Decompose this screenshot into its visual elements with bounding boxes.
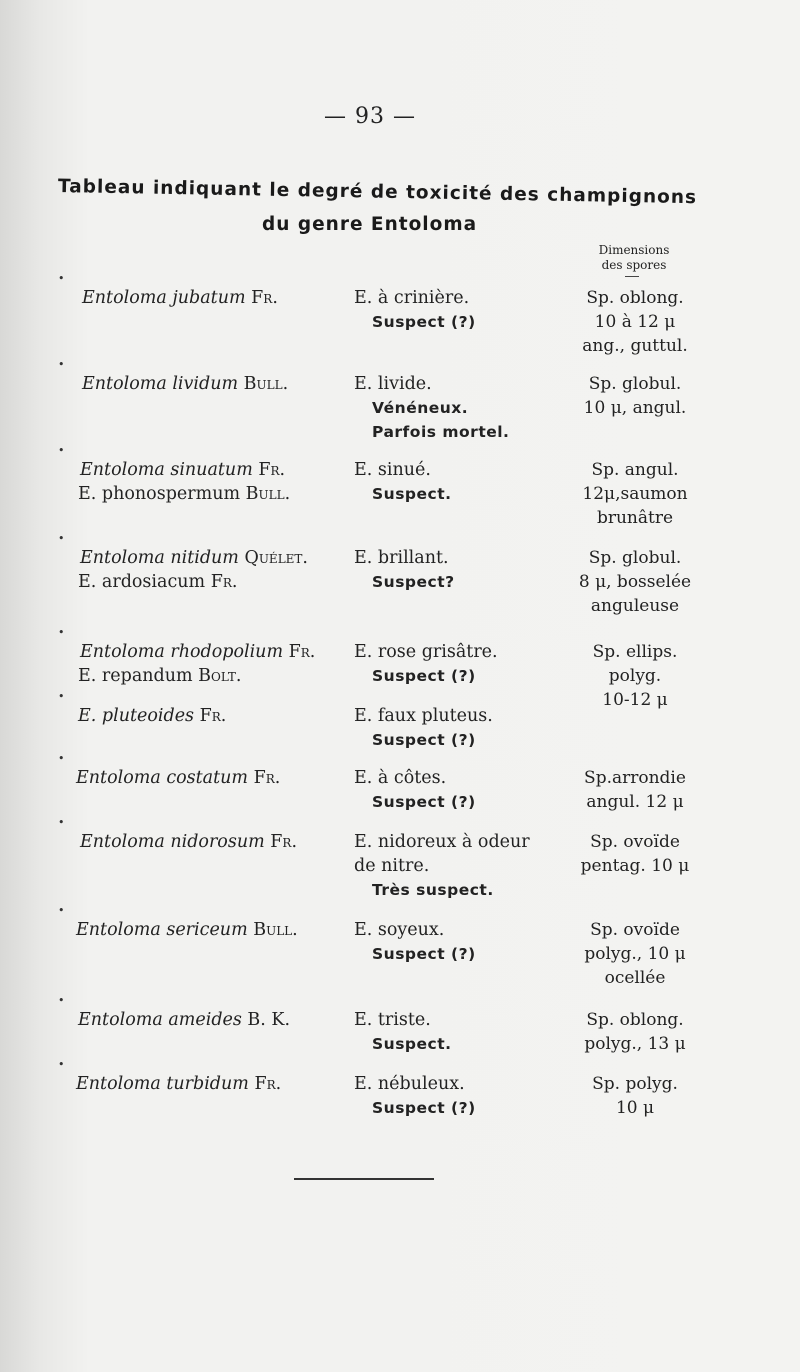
vernacular-name: E. faux pluteus. [354,706,493,726]
toxicity-rating: Très suspect. [372,881,494,899]
spore-description: Sp. oblong. [586,288,684,308]
species-author: Bolt. [192,666,242,686]
header-rule [625,276,639,277]
spore-description: Sp. polyg. [592,1074,678,1094]
species-binomial: Entoloma nitidum [80,548,239,568]
species-binomial: Entoloma lividum [82,374,239,394]
species-binomial: Entoloma sericeum [76,920,248,940]
spore-description: pentag. 10 μ [580,856,690,876]
species-binomial: E. ardosiacum [78,572,206,592]
species-name [80,830,297,854]
margin-mark: • [58,752,65,765]
vernacular-name: E. livide. [354,374,432,394]
spore-description: brunâtre [596,508,674,528]
vernacular-name: E. nébuleux. [354,1074,465,1094]
species-binomial: Entoloma rhodopolium [80,642,284,662]
species-binomial: Entoloma costatum [76,768,249,788]
toxicity-rating: Suspect (?) [372,793,476,811]
toxicity-rating: Suspect? [372,573,455,591]
species-author: Fr. [194,706,227,726]
species-author: Fr. [245,288,278,308]
margin-mark: • [58,816,65,829]
spore-description: 8 μ, bosselée [578,572,692,592]
spore-description: Sp. oblong. [586,1010,684,1030]
species-author: Bull. [238,374,289,394]
vernacular-name: E. rose grisâtre. [354,642,498,662]
species-name [80,546,308,570]
margin-mark: • [58,532,65,545]
table-title-line-1: Tableau indiquant le degré de toxicité des champignons [57,176,698,209]
margin-mark: • [58,444,65,457]
species-binomial: Entoloma ameides [78,1010,242,1030]
spore-description: Sp. globul. [588,548,682,568]
vernacular-name: E. soyeux. [354,920,445,940]
species-name [76,766,280,790]
margin-mark: • [58,904,65,917]
spore-description: 10 μ [615,1098,655,1118]
species-author: Fr. [205,572,238,592]
spore-description: angul. 12 μ [586,792,684,812]
species-binomial: E. phonospermum [78,484,241,504]
spore-description: Sp. globul. [588,374,682,394]
closing-rule [294,1178,434,1180]
species-name [78,1008,290,1032]
spore-description: polyg. [608,666,662,686]
species-name [80,640,315,664]
table-title-line-2: du genre Entoloma [262,214,478,235]
toxicity-rating: Suspect (?) [372,667,476,685]
margin-mark: • [58,690,65,703]
vernacular-name: E. à côtes. [354,768,447,788]
margin-mark: • [58,626,65,639]
spore-description: polyg., 13 μ [584,1034,686,1054]
spore-description: polyg., 10 μ [584,944,686,964]
spore-description: Sp. ellips. [592,642,678,662]
spore-description: ocellée [604,968,666,988]
species-author: Fr. [283,642,316,662]
toxicity-rating: Suspect (?) [372,313,476,331]
spore-description: Sp. ovoïde [590,832,680,852]
species-binomial: Entoloma sinuatum [80,460,253,480]
spore-description: 12μ,saumon [582,484,688,504]
species-author: Quélet. [238,548,308,568]
toxicity-rating: Vénéneux. [372,399,469,417]
spore-description: ang., guttul. [582,336,688,356]
species-name [76,1072,281,1096]
toxicity-rating: Suspect (?) [372,731,476,749]
species-binomial: E. pluteoides [78,706,195,726]
species-author: Fr. [252,460,286,480]
margin-mark: • [58,358,65,371]
species-binomial: Entoloma jubatum [82,288,246,308]
spore-description: 10 à 12 μ [594,312,676,332]
vernacular-name: E. nidoreux à odeur [354,832,530,852]
spore-description: Sp. ovoïde [590,920,680,940]
spore-description: Sp. angul. [591,460,679,480]
species-author: Bull. [240,484,291,504]
vernacular-name: E. triste. [354,1010,431,1030]
spore-description: Sp.arrondie [584,768,686,788]
vernacular-name: E. à crinière. [354,288,470,308]
spore-description: 10-12 μ [602,690,668,710]
species-binomial: E. repandum [78,666,193,686]
spore-dimensions-header: Dimensions des spores [598,243,670,272]
toxicity-rating: Suspect. [372,1035,452,1053]
spore-description: anguleuse [590,596,680,616]
species-name [82,286,278,310]
species-binomial: Entoloma nidorosum [80,832,265,852]
species-binomial: Entoloma turbidum [76,1074,249,1094]
vernacular-name: E. brillant. [354,548,449,568]
toxicity-rating: Parfois mortel. [372,423,510,441]
species-author: Fr. [248,1074,282,1094]
vernacular-name: de nitre. [354,856,430,876]
species-author: Bull. [247,920,298,940]
spore-description: 10 μ, angul. [583,398,687,418]
species-name [78,482,290,506]
species-author: B. K. [241,1010,291,1030]
species-name [78,664,241,688]
species-name [82,372,288,396]
margin-mark: • [58,1058,65,1071]
page-number: — 93 — [324,104,416,129]
margin-mark: • [58,272,65,285]
species-name [78,570,237,594]
species-author: Fr. [264,832,298,852]
species-name [78,704,226,728]
toxicity-rating: Suspect. [372,485,452,503]
species-author: Fr. [248,768,281,788]
toxicity-rating: Suspect (?) [372,945,476,963]
margin-mark: • [58,994,65,1007]
species-name [76,918,298,942]
species-name [80,458,285,482]
vernacular-name: E. sinué. [354,460,431,480]
toxicity-rating: Suspect (?) [372,1099,476,1117]
